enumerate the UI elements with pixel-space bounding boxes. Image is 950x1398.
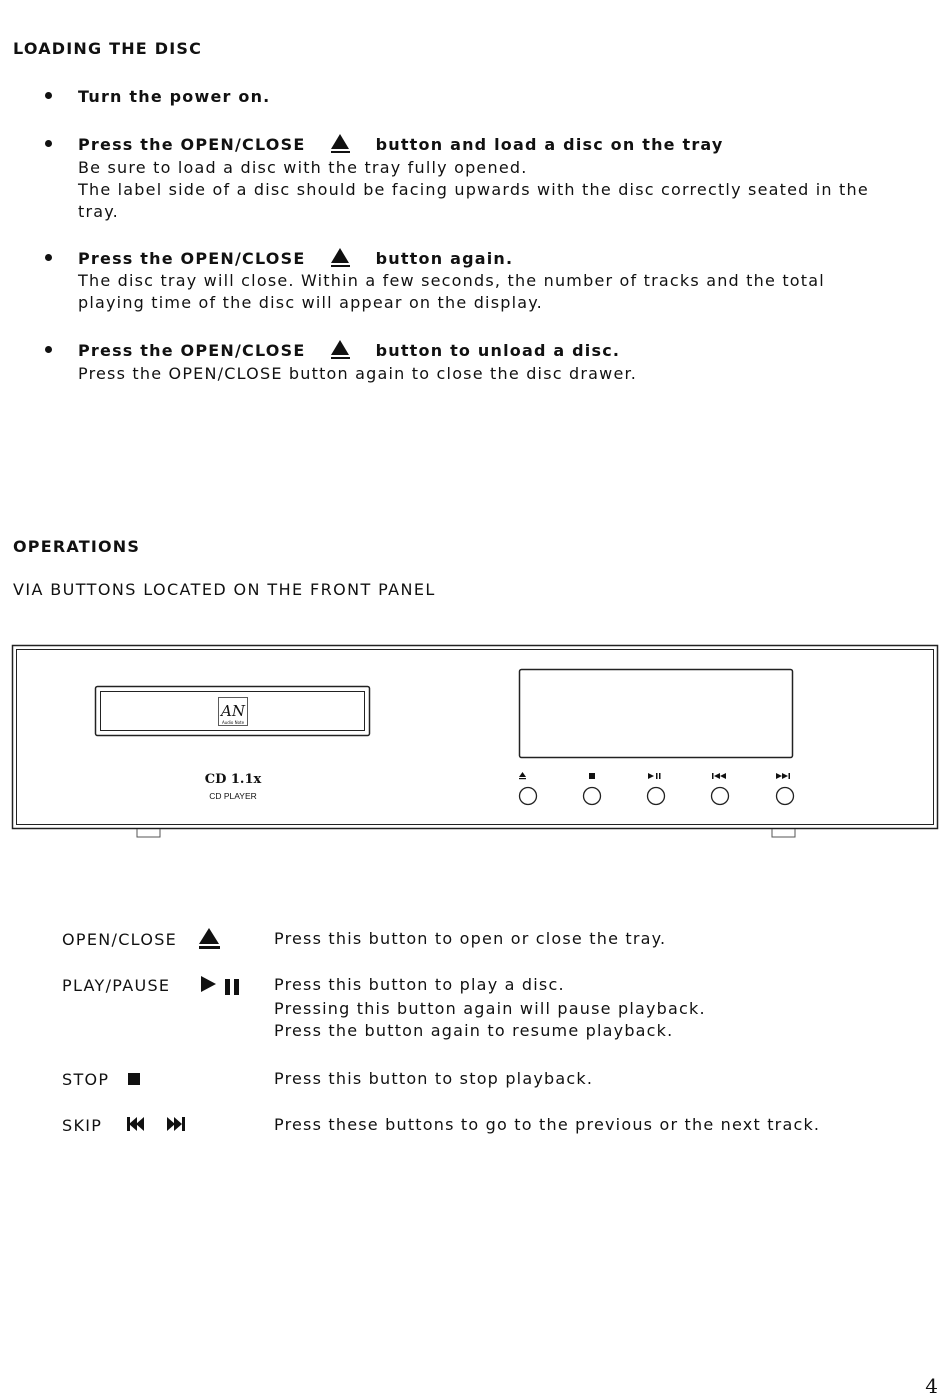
next-track-icon [167, 1117, 187, 1131]
eject-button[interactable] [520, 788, 537, 805]
section-title-loading: LOADING THE DISC [13, 39, 203, 58]
op-skip-desc: Press these buttons to go to the previous or the next track. [274, 1115, 821, 1134]
previous-track-icon [712, 773, 726, 779]
op-play-pause-desc: Press the button again to resume playback. [274, 1021, 674, 1040]
audio-note-logo [219, 698, 248, 726]
step-unload-disc [78, 340, 620, 362]
bullet [45, 92, 52, 99]
bullet [45, 346, 52, 353]
step-text: button to unload a disc. [375, 341, 621, 360]
step-turn-power: Turn the power on. [78, 87, 271, 106]
op-play-pause-label: PLAY/PAUSE [62, 976, 171, 995]
op-stop-label: STOP [62, 1070, 110, 1089]
bullet [45, 140, 52, 147]
step-text: Press the OPEN/CLOSE [78, 135, 306, 154]
op-stop-desc: Press this button to stop playback. [274, 1069, 594, 1088]
step-text: button again. [375, 249, 514, 268]
previous-track-button[interactable] [712, 788, 729, 805]
section-subtitle: VIA BUTTONS LOCATED ON THE FRONT PANEL [13, 580, 436, 599]
step-close-tray [78, 248, 513, 270]
step-detail: The label side of a disc should be facing upwards with the disc correctly seated in the [78, 180, 869, 199]
section-title-operations: OPERATIONS [13, 537, 141, 556]
step-detail: tray. [78, 202, 119, 221]
step-load-disc [78, 134, 724, 156]
play-pause-icon [201, 976, 243, 996]
display-window [520, 670, 793, 758]
logo-mark: AN [221, 702, 245, 720]
logo-text: Audio Note [221, 720, 245, 725]
cd-player-front-panel [0, 640, 950, 845]
next-track-icon [776, 773, 790, 779]
eject-icon [519, 772, 526, 779]
step-text: Press the OPEN/CLOSE [78, 341, 306, 360]
eject-icon [331, 134, 350, 153]
op-play-pause-desc: Pressing this button again will pause playback. [274, 999, 706, 1018]
step-text: button and load a disc on the tray [375, 135, 724, 154]
op-skip-label: SKIP [62, 1116, 103, 1135]
eject-icon [199, 928, 220, 949]
play-pause-button[interactable] [648, 788, 665, 805]
page-number: 4 [925, 1374, 938, 1398]
step-detail: Be sure to load a disc with the tray fully opened. [78, 158, 528, 177]
stop-icon [128, 1073, 140, 1085]
op-open-close-desc: Press this button to open or close the tray. [274, 929, 667, 948]
stop-button[interactable] [584, 788, 601, 805]
op-play-pause-desc: Press this button to play a disc. [274, 975, 565, 994]
step-text: Press the OPEN/CLOSE [78, 249, 306, 268]
next-track-button[interactable] [777, 788, 794, 805]
step-detail: playing time of the disc will appear on the display. [78, 293, 543, 312]
step-detail: The disc tray will close. Within a few seconds, the number of tracks and the total [78, 271, 825, 290]
op-open-close-label: OPEN/CLOSE [62, 930, 178, 949]
eject-icon [331, 248, 350, 267]
eject-icon [331, 340, 350, 359]
step-detail: Press the OPEN/CLOSE button again to close the disc drawer. [78, 364, 638, 383]
play-pause-icon [648, 773, 661, 779]
model-name: CD 1.1x [204, 772, 262, 787]
previous-track-icon [127, 1117, 147, 1131]
bullet [45, 254, 52, 261]
model-subtitle: CD PLAYER [209, 791, 257, 801]
stop-icon [589, 773, 595, 779]
